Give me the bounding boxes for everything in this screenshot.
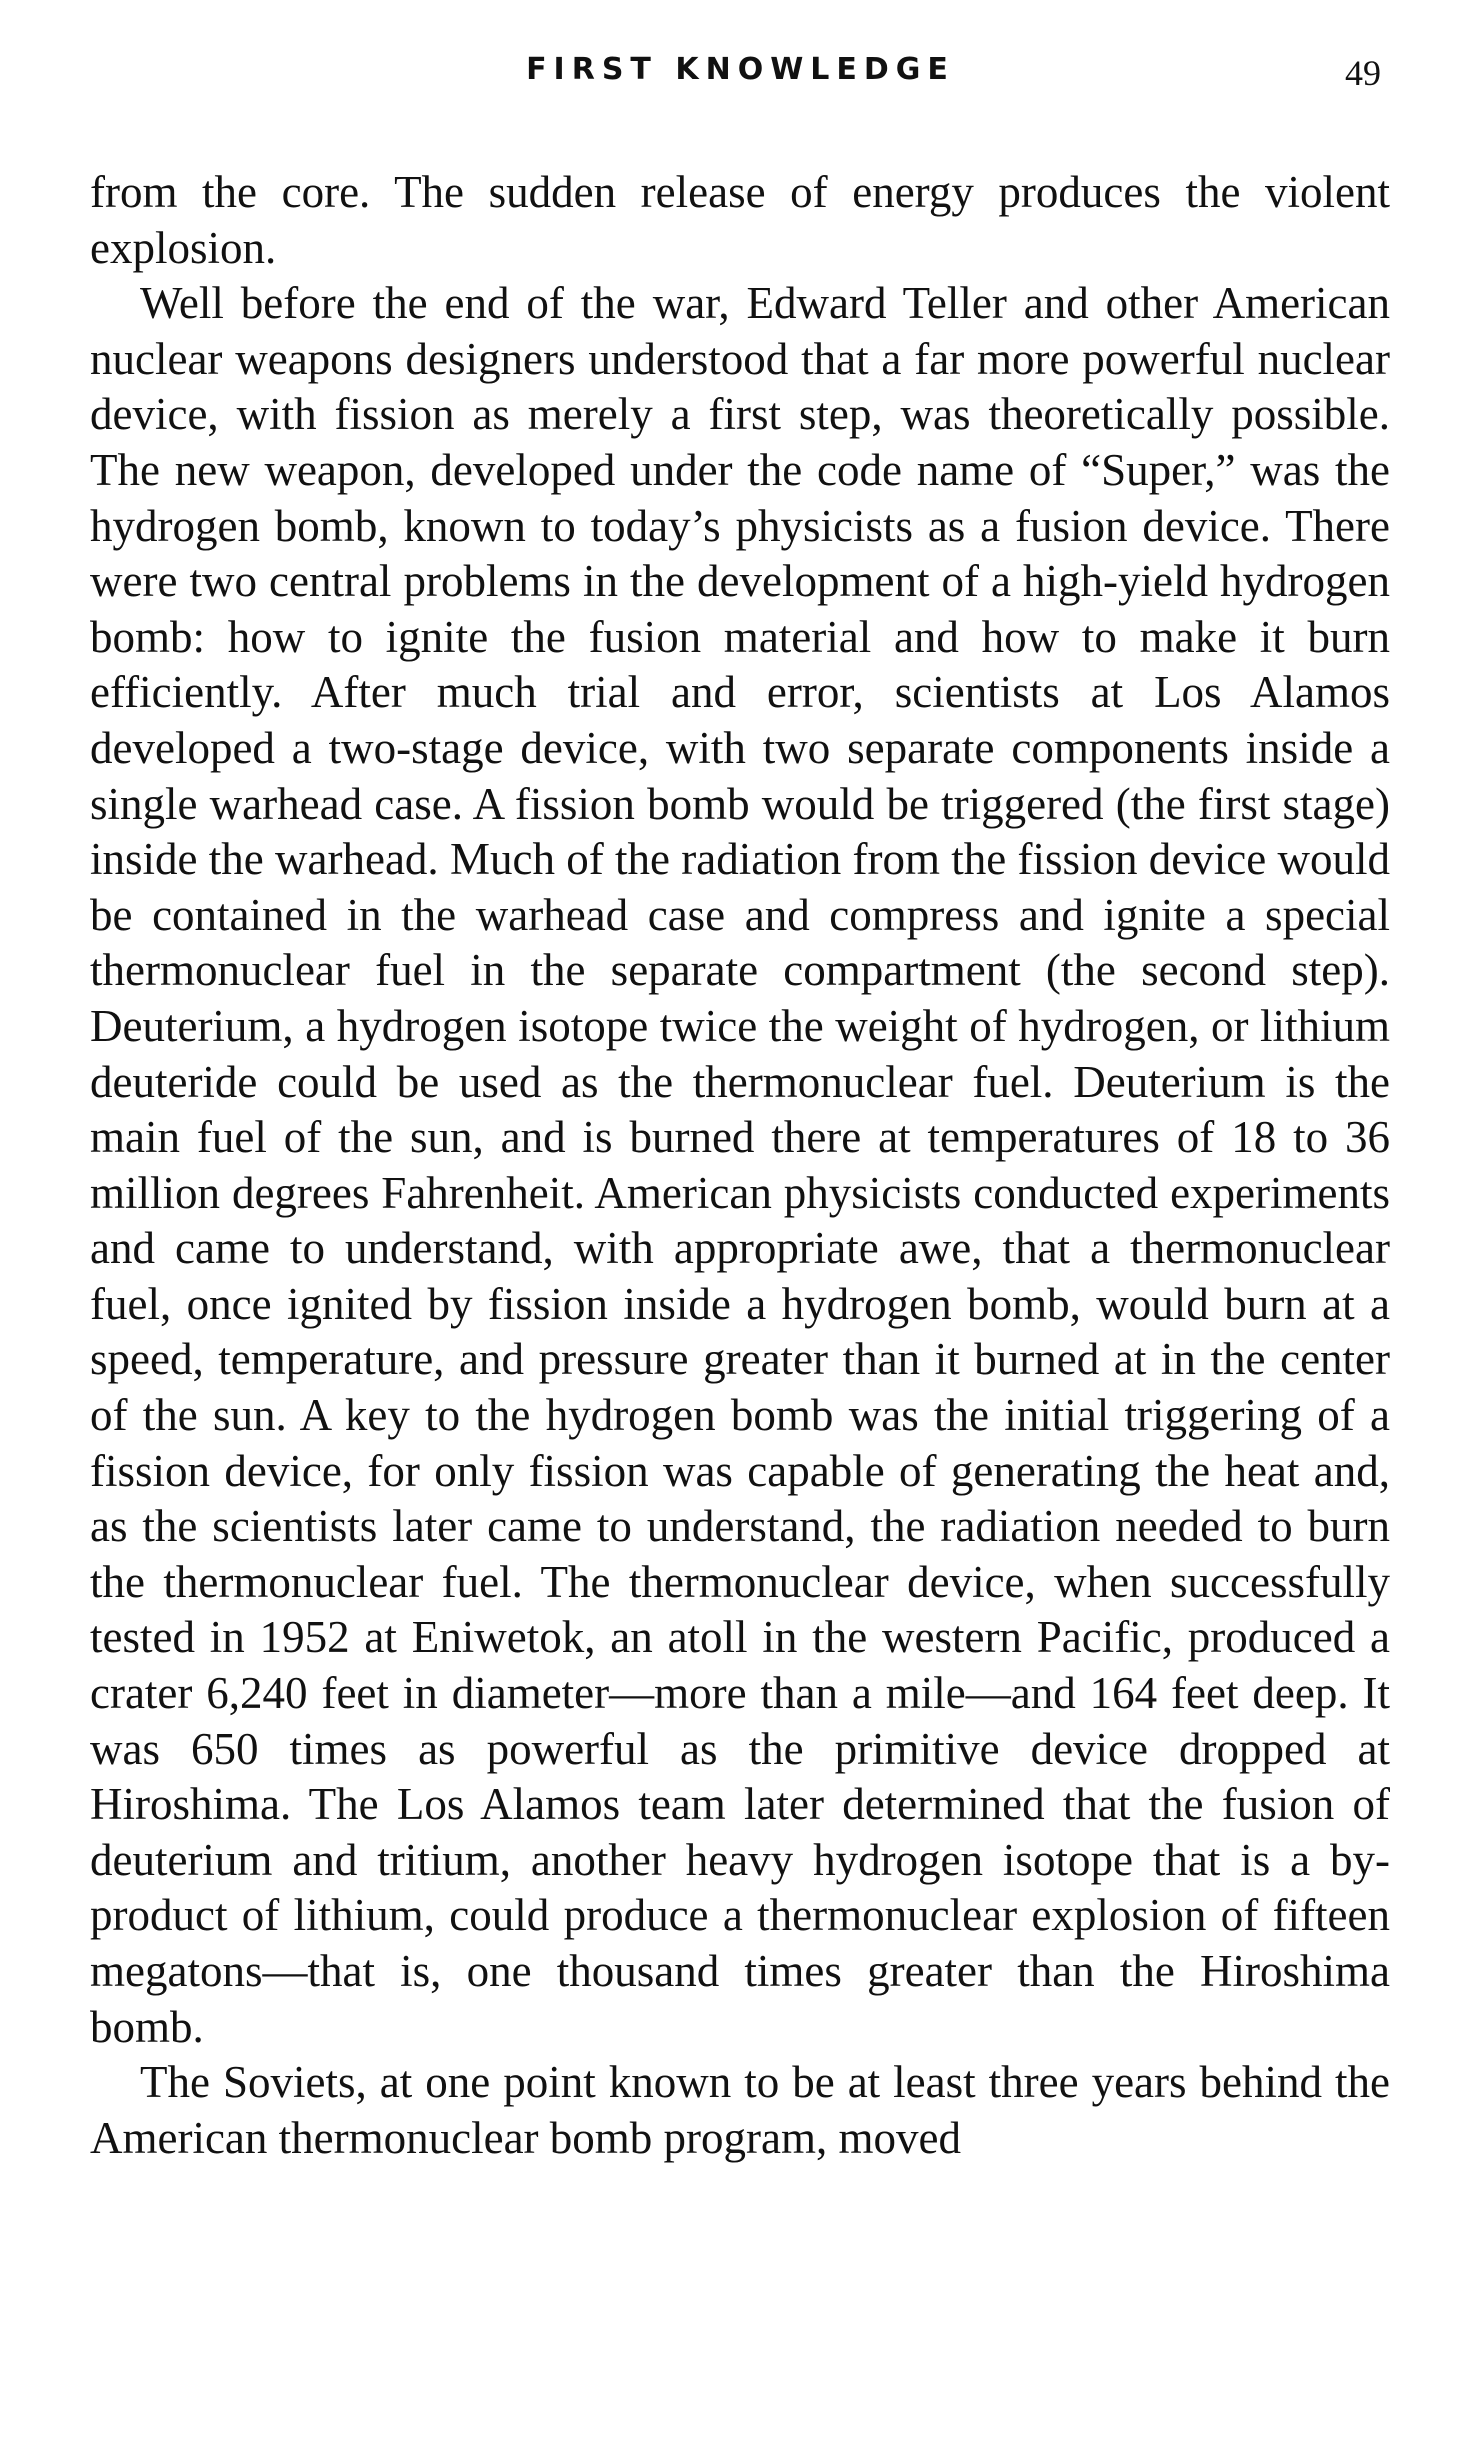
running-head — [0, 52, 1481, 100]
body-text — [90, 165, 1390, 2166]
page-number: 49 — [1345, 53, 1381, 93]
paragraph-hydrogen-bomb: Well before the end of the war, Edward Teller and other American nuclear weapons designers understood that a far more powerful nuclear device, with fission as merely a first step, was theoretically possible. The new weapon, developed under the code name of “Super,” was the hydrogen bomb, known to today’s physicists as a fusion device. There were two central problems in the development of a high-yield hydrogen bomb: how to ignite the fusion material and how to make it burn efficiently. After much trial and error, scientists at Los Alamos developed a two-stage device, with two separate components inside a single warhead case. A fission bomb would be triggered (the first stage) inside the warhead. Much of the radiation from the fission device would be contained in the warhead case and compress and ignite a special thermonuclear fuel in the separate compartment (the second step). Deuterium, a hydrogen isotope twice the weight of hydrogen, or lithium deuteride could be used as the thermonuclear fuel. Deuterium is the main fuel of the sun, and is burned there at temperatures of 18 to 36 million degrees Fahrenheit. American physicists conducted experiments and came to understand, with appropriate awe, that a thermonuclear fuel, once ignited by fission inside a hydrogen bomb, would burn at a speed, temperature, and pressure greater than it burned at in the center of the sun. A key to the hydrogen bomb was the initial triggering of a fission device, for only fission was capable of generating the heat and, as the scientists later came to understand, the radiation needed to burn the thermonuclear fuel. The thermonuclear device, when successfully tested in 1952 at Eniwetok, an atoll in the western Pacific, produced a crater 6,240 feet in diameter—more than a mile—and 164 feet deep. It was 650 times as powerful as the primitive device dropped at Hiroshima. The Los Alamos team later determined that the fusion of deuterium and tritium, another heavy hydrogen isotope that is a by-product of lithium, could produce a thermonuclear explosion of fifteen megatons—that is, one thousand times greater than the Hiroshima bomb. — [90, 278, 1390, 2052]
paragraph-continuation: from the core. The sudden release of energy produces the violent explosion. — [90, 167, 1390, 273]
paragraph-soviets: The Soviets, at one point known to be at least three years behind the American thermonuclear bomb program, moved — [90, 2057, 1390, 2163]
running-title: FIRST KNOWLEDGE — [526, 52, 955, 87]
